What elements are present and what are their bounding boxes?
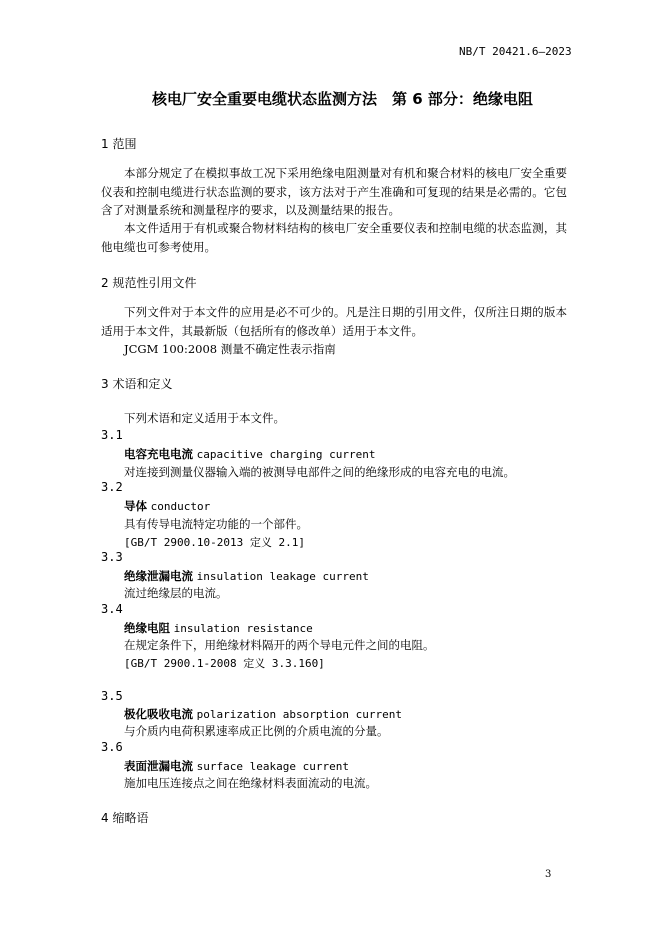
document-code: NB/T 20421.6—2023	[459, 45, 572, 58]
term-zh: 导体	[124, 499, 147, 513]
page-number: 3	[545, 869, 552, 880]
term-en: capacitive charging current	[196, 448, 376, 461]
section-1-paragraph-2: 本文件适用于有机或聚合物材料结构的核电厂安全重要仪表和控制电缆的状态监测，其他电缆也可参考使用。	[101, 221, 567, 254]
term-zh: 表面泄漏电流	[124, 759, 193, 773]
term-number: 3.6	[101, 740, 123, 754]
normative-reference: JCGM 100:2008 测量不确定性表示指南	[124, 342, 336, 356]
term-en: polarization absorption current	[196, 708, 402, 721]
section-2-heading: 2 规范性引用文件	[101, 276, 197, 290]
term-definition: 与介质内电荷积累速率成正比例的介质电流的分量。	[124, 724, 389, 738]
term-number: 3.1	[101, 428, 123, 442]
term-source: [GB/T 2900.10-2013 定义 2.1]	[124, 536, 305, 549]
term-heading	[124, 446, 375, 462]
term-definition: 施加电压连接点之间在绝缘材料表面流动的电流。	[124, 776, 377, 790]
term-definition: 对连接到测量仪器输入端的被测导电部件之间的绝缘形成的电容充电的电流。	[124, 465, 515, 479]
document-title: 核电厂安全重要电缆状态监测方法 第 6 部分：绝缘电阻	[152, 90, 533, 108]
term-heading	[124, 568, 369, 584]
section-1-heading: 1 范围	[101, 137, 137, 151]
term-en: surface leakage current	[196, 760, 349, 773]
term-en: conductor	[150, 500, 211, 513]
term-heading	[124, 706, 402, 722]
term-heading	[124, 758, 349, 774]
term-heading	[124, 620, 313, 636]
term-zh: 绝缘电阻	[124, 621, 170, 635]
section-3-intro: 下列术语和定义适用于本文件。	[124, 411, 285, 425]
term-number: 3.4	[101, 602, 123, 616]
term-number: 3.3	[101, 550, 123, 564]
term-number: 3.2	[101, 480, 123, 494]
term-en: insulation leakage current	[196, 570, 369, 583]
term-number: 3.5	[101, 689, 123, 703]
section-3-heading: 3 术语和定义	[101, 377, 173, 391]
section-4-heading: 4 缩略语	[101, 811, 149, 825]
term-en: insulation resistance	[173, 622, 313, 635]
term-definition: 流过绝缘层的电流。	[124, 586, 228, 600]
term-heading	[124, 498, 210, 514]
term-zh: 绝缘泄漏电流	[124, 569, 193, 583]
term-definition: 在规定条件下，用绝缘材料隔开的两个导电元件之间的电阻。	[124, 638, 435, 652]
section-2-paragraph: 下列文件对于本文件的应用是必不可少的。凡是注日期的引用文件，仅所注日期的版本适用于本文件，其最新版（包括所有的修改单）适用于本文件。	[101, 305, 567, 338]
term-source: [GB/T 2900.1-2008 定义 3.3.160]	[124, 657, 325, 670]
term-definition: 具有传导电流特定功能的一个部件。	[124, 517, 308, 531]
section-1-paragraph-1: 本部分规定了在模拟事故工况下采用绝缘电阻测量对有机和聚合材料的核电厂安全重要仪表和控制电缆进行状态监测的要求，该方法对于产生准确和可复现的结果是必需的。它包含了对测量系统和测量程序的要求，以及测量结果的报告。	[101, 166, 567, 217]
term-zh: 电容充电电流	[124, 447, 193, 461]
term-zh: 极化吸收电流	[124, 707, 193, 721]
